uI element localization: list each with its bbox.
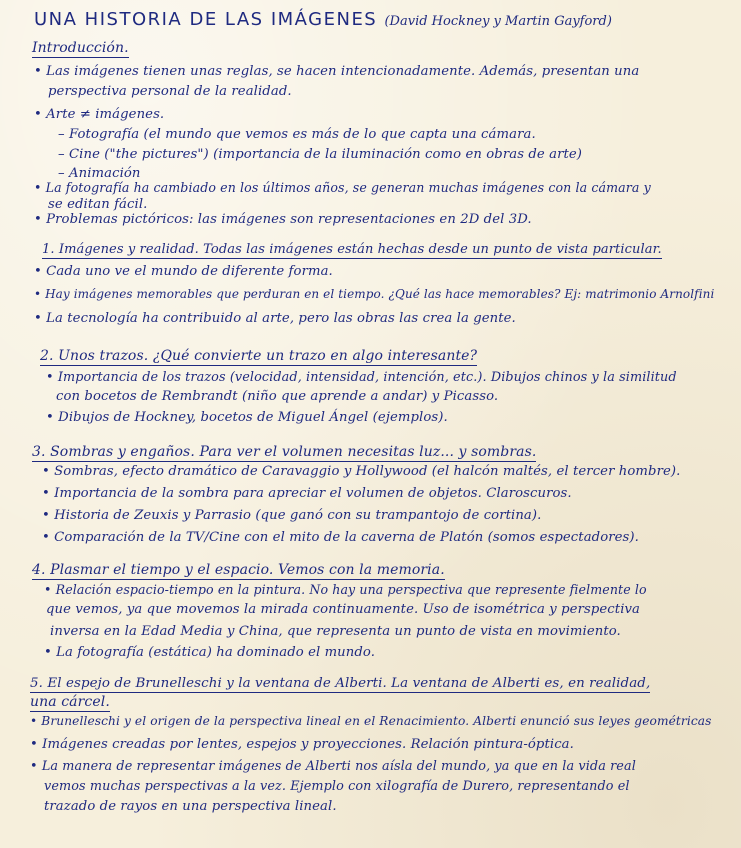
intro-line: se editan fácil. — [48, 197, 148, 212]
intro-line: perspectiva personal de la realidad. — [48, 84, 292, 99]
section-3-line: • Importancia de la sombra para apreciar el volumen de objetos. Claroscuros. — [42, 486, 572, 501]
section-4-line: que vemos, ya que movemos la mirada continuamente. Uso de isométrica y perspectiva — [46, 602, 641, 617]
page-title — [34, 9, 612, 30]
section-5-heading-continued: una cárcel. — [30, 694, 110, 710]
section-1-line: • Cada uno ve el mundo de diferente forma. — [34, 264, 333, 279]
section-3-heading: 3. Sombras y engaños. Para ver el volumen necesitas luz... y sombras. — [32, 444, 537, 460]
intro-line: • Las imágenes tienen unas reglas, se hacen intencionadamente. Además, presentan una — [34, 64, 640, 79]
section-4-line: inversa en la Edad Media y China, que representa un punto de vista en movimiento. — [50, 624, 621, 639]
intro-line: – Cine ("the pictures") (importancia de la iluminación como en obras de arte) — [58, 147, 583, 162]
section-2-heading: 2. Unos trazos. ¿Qué convierte un trazo en algo interesante? — [40, 348, 478, 364]
section-5-line: • Brunelleschi y el origen de la perspectiva lineal en el Renacimiento. Alberti enunció sus leyes geométricas — [30, 714, 712, 728]
section-5-line: • La manera de representar imágenes de Alberti nos aísla del mundo, ya que en la vida real — [30, 759, 636, 774]
section-5-line: • Imágenes creadas por lentes, espejos y proyecciones. Relación pintura-óptica. — [30, 737, 574, 752]
title-authors: (David Hockney y Martin Gayford) — [384, 14, 612, 29]
section-3-line: • Comparación de la TV/Cine con el mito de la caverna de Platón (somos espectadores). — [42, 530, 639, 545]
section-3-line: • Sombras, efecto dramático de Caravaggio y Hollywood (el halcón maltés, el tercer hombre). — [42, 464, 681, 479]
section-5-line: trazado de rayos en una perspectiva lineal. — [44, 799, 337, 814]
section-1-line: • La tecnología ha contribuido al arte, pero las obras las crea la gente. — [34, 311, 516, 326]
intro-line: • Problemas pictóricos: las imágenes son representaciones en 2D del 3D. — [34, 212, 532, 227]
section-5-heading: 5. El espejo de Brunelleschi y la ventana de Alberti. La ventana de Alberti es, en realidad, — [30, 676, 651, 691]
intro-heading: Introducción. — [32, 40, 129, 56]
section-4-line: • La fotografía (estática) ha dominado el mundo. — [44, 645, 376, 660]
section-4-line: • Relación espacio-tiempo en la pintura. No hay una perspectiva que represente fielmente lo — [44, 582, 647, 597]
section-4-heading: 4. Plasmar el tiempo y el espacio. Vemos con la memoria. — [32, 562, 445, 578]
section-3-line: • Historia de Zeuxis y Parrasio (que ganó con su trampantojo de cortina). — [42, 508, 542, 523]
section-5-line: vemos muchas perspectivas a la vez. Ejemplo con xilografía de Durero, representando el — [44, 779, 630, 794]
section-1-heading: 1. Imágenes y realidad. Todas las imágenes están hechas desde un punto de vista particular. — [42, 242, 662, 257]
section-2-line: con bocetos de Rembrandt (niño que aprende a andar) y Picasso. — [56, 389, 499, 404]
section-1-line: • Hay imágenes memorables que perduran en el tiempo. ¿Qué las hace memorables? Ej: matrimonio Arnolfini — [34, 287, 715, 301]
intro-line: – Fotografía (el mundo que vemos es más de lo que capta una cámara. — [58, 127, 536, 142]
title-text: UNA HISTORIA DE LAS IMÁGENES — [34, 9, 378, 30]
intro-line: • Arte ≠ imágenes. — [34, 107, 165, 122]
intro-line: • La fotografía ha cambiado en los últimos años, se generan muchas imágenes con la cámara y — [34, 180, 651, 195]
section-2-line: • Importancia de los trazos (velocidad, intensidad, intención, etc.). Dibujos chinos y la similitud — [46, 370, 677, 385]
section-2-line: • Dibujos de Hockney, bocetos de Miguel Ángel (ejemplos). — [46, 410, 448, 425]
intro-line: – Animación — [58, 166, 141, 181]
